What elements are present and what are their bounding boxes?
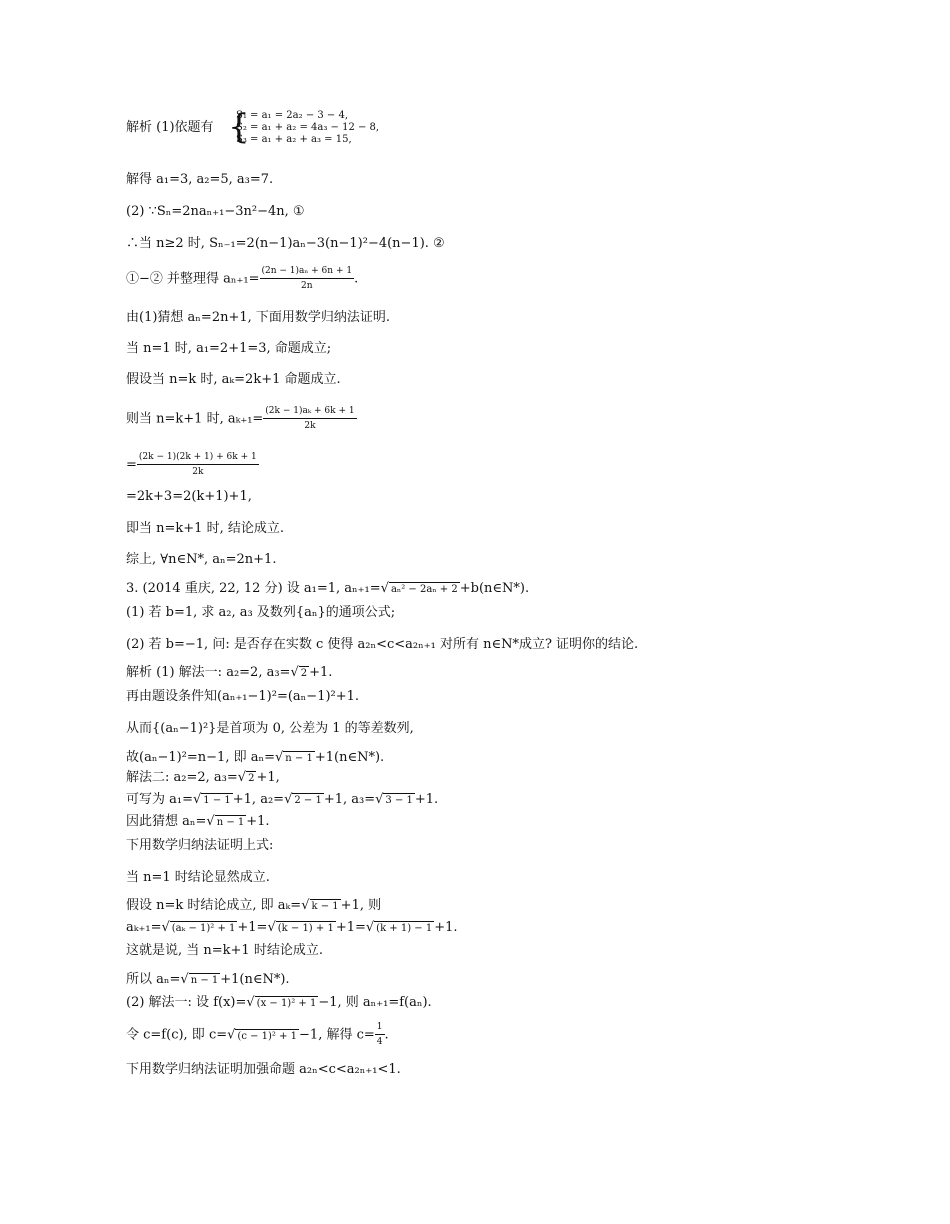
radicand: aₙ² − 2aₙ + 2 — [390, 584, 458, 595]
text-segment: −1, 解得 c= — [299, 1027, 375, 1043]
text-segment: 假设 n=k 时结论成立, 即 aₖ= — [126, 898, 302, 913]
radical-sign: √ — [267, 920, 276, 935]
equation-system — [236, 110, 379, 146]
text-segment: 因此猜想 aₙ= — [126, 814, 207, 829]
text-line — [126, 750, 384, 766]
text-line: 即当 n=k+1 时, 结论成立. — [126, 521, 284, 536]
text-segment: = — [126, 457, 137, 473]
text-line: 解得 a₁=3, a₂=5, a₃=7. — [126, 172, 274, 187]
text-line: (2) 若 b=−1, 问: 是否存在实数 c 使得 a₂ₙ<c<a₂ₙ₊₁ 对所有 n∈N*成立? 证明你的结论. — [126, 637, 639, 652]
text-segment: aₖ₊₁= — [126, 920, 162, 935]
text-line: (2) ∵Sₙ=2naₙ₊₁−3n²−4n, ① — [126, 204, 305, 219]
fraction-denominator: 2k — [192, 467, 204, 477]
text-segment: 可写为 a₁= — [126, 792, 193, 807]
system-row-3: S₃ = a₁ + a₂ + a₃ = 15, — [236, 134, 352, 145]
radical-sign: √ — [301, 898, 310, 913]
text-segment: +1. — [434, 920, 458, 935]
text-segment: 故(aₙ−1)²=n−1, 即 aₙ= — [126, 750, 275, 765]
text-line: 当 n=1 时结论显然成立. — [126, 870, 270, 885]
text-line — [126, 770, 280, 786]
text-segment: (2) 解法一: 设 f(x)= — [126, 995, 247, 1010]
radical-sign: √ — [380, 581, 389, 596]
text-line — [126, 814, 270, 830]
text-line — [126, 920, 458, 936]
text-segment: +1. — [414, 792, 439, 807]
fraction-numerator: (2k − 1)aₖ + 6k + 1 — [263, 406, 356, 419]
text-line — [126, 972, 290, 988]
radicand: (k − 1) + 1 — [277, 923, 334, 934]
text-segment: 则当 n=k+1 时, aₖ₊₁= — [126, 411, 264, 427]
text-segment: +1, a₃= — [323, 792, 376, 807]
text-line — [126, 406, 357, 432]
radicand: (c − 1)² + 1 — [237, 1030, 298, 1042]
text-segment: 所以 aₙ= — [126, 972, 181, 987]
fraction-denominator: 2n — [301, 281, 313, 291]
fraction — [375, 1022, 385, 1048]
radicand: 2 — [248, 773, 255, 784]
text-line: (1) 若 b=1, 求 a₂, a₃ 及数列{aₙ}的通项公式; — [126, 605, 396, 620]
fraction-numerator: 1 — [375, 1022, 385, 1035]
text-segment: 解析 (1) 解法一: a₂=2, a₃= — [126, 665, 291, 680]
radical-sign: √ — [365, 920, 375, 935]
radicand: (x − 1)² + 1 — [256, 998, 317, 1009]
text-segment: +1, 则 — [340, 898, 382, 913]
fraction-numerator: (2n − 1)aₙ + 6n + 1 — [260, 266, 355, 279]
text-segment: ①−② 并整理得 aₙ₊₁= — [126, 271, 260, 287]
radical-sign: √ — [227, 1027, 236, 1043]
radicand: 2 — [300, 668, 308, 679]
text-line: ①−② 并整理得 aₙ₊₁= $\frac{\text{(2n − 1)aₙ + 6n + 1}}{2n}$ . — [126, 266, 359, 291]
radical-sign: √ — [206, 814, 215, 829]
text-line — [126, 792, 438, 808]
text-line: 假设当 n=k 时, aₖ=2k+1 命题成立. — [126, 372, 341, 387]
radical-sign: √ — [246, 995, 255, 1010]
radicand: 3 − 1 — [385, 795, 413, 806]
text-segment: . — [384, 1027, 389, 1043]
text-segment: +1. — [309, 665, 333, 680]
radical-sign: √ — [237, 770, 247, 785]
radicand: n − 1 — [216, 817, 245, 828]
radical-sign: √ — [284, 792, 293, 807]
text-line: 综上, ∀n∈N*, aₙ=2n+1. — [126, 552, 277, 567]
radicand: 2 − 1 — [294, 795, 322, 806]
text-segment: +1= — [335, 920, 366, 935]
text-line: 当 n=1 时, a₁=2+1=3, 命题成立; — [126, 341, 332, 356]
text-line — [126, 452, 259, 478]
text-line: 下用数学归纳法证明上式: — [126, 838, 274, 853]
text-segment: +b(n∈N*). — [459, 581, 530, 596]
text-segment: 解法二: a₂=2, a₃= — [126, 770, 238, 785]
analysis-heading-1: 解析 (1)依题有 — [126, 120, 214, 135]
text-line: 这就是说, 当 n=k+1 时结论成立. — [126, 943, 323, 958]
radicand: (k + 1) − 1 — [376, 923, 433, 934]
radicand: k − 1 — [311, 901, 339, 912]
problem-statement — [126, 581, 529, 597]
fraction — [137, 452, 259, 478]
text-segment: −1, 则 aₙ₊₁=f(aₙ). — [318, 995, 432, 1010]
text-line: ∴当 n≥2 时, Sₙ₋₁=2(n−1)aₙ−3(n−1)²−4(n−1). ② — [126, 236, 445, 251]
text-segment: +1, a₂= — [232, 792, 285, 807]
text-line — [126, 898, 381, 914]
fraction — [260, 266, 355, 292]
radical-sign: √ — [180, 972, 189, 987]
text-line: =2k+3=2(k+1)+1, — [126, 489, 252, 504]
text-segment: +1= — [237, 920, 268, 935]
text-line: 从而{(aₙ−1)²}是首项为 0, 公差为 1 的等差数列, — [126, 721, 414, 736]
radical-sign: √ — [275, 750, 284, 765]
text-segment: +1. — [246, 814, 270, 829]
text-segment: +1, — [256, 770, 280, 785]
radical-sign: √ — [375, 792, 384, 807]
text-line — [126, 665, 332, 681]
text-line: 由(1)猜想 aₙ=2n+1, 下面用数学归纳法证明. — [126, 310, 391, 325]
system-row-1: S₁ = a₁ = 2a₂ − 3 − 4, — [236, 110, 349, 121]
text-line: 下用数学归纳法证明加强命题 a₂ₙ<c<a₂ₙ₊₁<1. — [126, 1062, 401, 1077]
text-line — [126, 995, 432, 1011]
system-brace: { — [228, 107, 250, 147]
radicand: n − 1 — [285, 753, 313, 764]
fraction-denominator: 4 — [376, 1037, 383, 1047]
text-line — [126, 1022, 389, 1048]
radical-sign: √ — [161, 920, 170, 935]
text-segment: 令 c=f(c), 即 c= — [126, 1027, 228, 1043]
radicand: 1 − 1 — [203, 795, 231, 806]
system-row-2: S₂ = a₁ + a₂ = 4a₃ − 12 − 8, — [236, 122, 380, 133]
fraction-denominator: 2k — [304, 421, 316, 431]
text-segment: +1(n∈N*). — [220, 972, 290, 987]
text-segment: +1(n∈N*). — [314, 750, 385, 765]
radical-sign: √ — [290, 665, 299, 680]
radicand: (aₖ − 1)² + 1 — [171, 923, 236, 934]
fraction — [263, 406, 356, 432]
text-segment: 3. (2014 重庆, 22, 12 分) 设 a₁=1, aₙ₊₁= — [126, 581, 381, 596]
radicand: n − 1 — [190, 975, 219, 986]
text-line: 再由题设条件知(aₙ₊₁−1)²=(aₙ−1)²+1. — [126, 689, 360, 704]
fraction-numerator: (2k − 1)(2k + 1) + 6k + 1 — [137, 452, 259, 465]
radical-sign: √ — [193, 792, 202, 807]
